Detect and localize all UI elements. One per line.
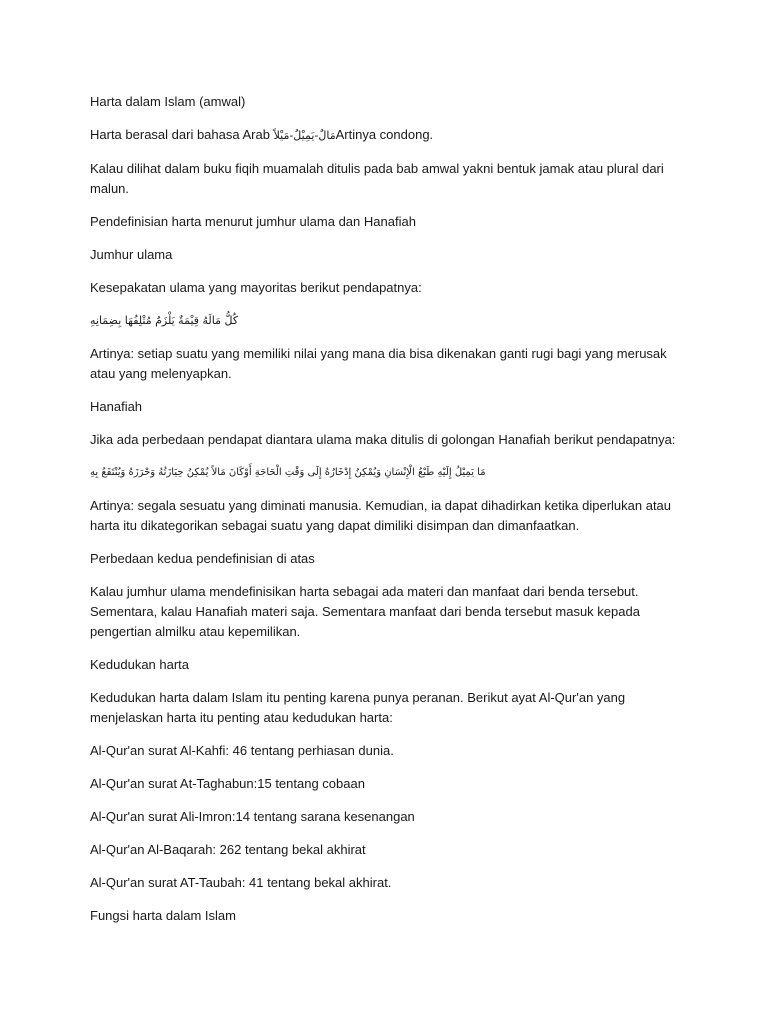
- document-body: [90, 92, 690, 939]
- paragraph-difference: Kalau jumhur ulama mendefinisikan harta sebagai ada materi dan manfaat dari benda tersebut. Sementara, kalau Hanafiah materi saja. Sementara manfaat dari benda tersebut masuk kepada pengertian almilku atau kepemilikan.: [90, 584, 640, 639]
- section-heading-difference: Perbedaan kedua pendefinisian di atas: [90, 551, 315, 566]
- paragraph-hanafiah-meaning: Artinya: segala sesuatu yang diminati manusia. Kemudian, ia dapat dihadirkan ketika diperlukan atau harta itu dikategorikan sebagai suatu yang dapat dimiliki disimpan dan dimanfaatkan.: [90, 498, 672, 533]
- verse-reference-taghabun: Al-Qur'an surat At-Taghabun:15 tentang cobaan: [90, 776, 365, 791]
- paragraph-position: Kedudukan harta dalam Islam itu penting karena punya peranan. Berikut ayat Al-Qur'an yang menjelaskan harta itu penting atau kedudukan harta:: [90, 690, 626, 725]
- paragraph-title: Harta dalam Islam (amwal): [90, 94, 246, 109]
- paragraph-amwal: Kalau dilihat dalam buku fiqih muamalah ditulis pada bab amwal yakni bentuk jamak atau plural dari malun.: [90, 161, 664, 196]
- arabic-jumhur-definition: كُلُّ مَالَهُ قِيْمَةٌ يَلْزَمُ مُتْلِفُهَا بِضِمَانِهِ: [90, 314, 239, 327]
- verse-reference-kahfi: Al-Qur'an surat Al-Kahfi: 46 tentang perhiasan dunia.: [90, 743, 394, 758]
- etymology-text-after: Artinya condong.: [335, 127, 434, 142]
- paragraph-hanafiah-intro: Jika ada perbedaan pendapat diantara ulama maka ditulis di golongan Hanafiah berikut pendapatnya:: [90, 432, 676, 447]
- section-heading-position: Kedudukan harta: [90, 657, 190, 672]
- paragraph-jumhur-intro: Kesepakatan ulama yang mayoritas berikut pendapatnya:: [90, 280, 422, 295]
- arabic-hanafiah-definition: مَا يَمِيْلُ إِلَيْهِ طَبْعُ الْإِنْسَانِ وَيُمْكِنُ إِدْخَارُهُ إِلَى وَقْتِ الْحَاجَةِ أَوْكَانَ مَالاً يُمْكِنُ حِيَازَتُهُ وَحْرَزَهُ وَيُنْتَفَعُ بِهِ: [90, 467, 486, 478]
- verse-reference-imron: Al-Qur'an surat Ali-Imron:14 tentang sarana kesenangan: [90, 809, 415, 824]
- subheading-jumhur: Jumhur ulama: [90, 247, 173, 262]
- etymology-text-before: Harta berasal dari bahasa Arab: [90, 127, 274, 142]
- section-heading-function: Fungsi harta dalam Islam: [90, 908, 236, 923]
- verse-reference-baqarah: Al-Qur'an Al-Baqarah: 262 tentang bekal akhirat: [90, 842, 366, 857]
- section-heading-definitions: Pendefinisian harta menurut jumhur ulama dan Hanafiah: [90, 214, 416, 229]
- subheading-hanafiah: Hanafiah: [90, 399, 143, 414]
- etymology-arabic: مَالٌ-يَمِيْلُ-مَيْلاً: [273, 129, 336, 142]
- verse-reference-taubah: Al-Qur'an surat AT-Taubah: 41 tentang bekal akhirat.: [90, 875, 392, 890]
- paragraph-etymology: [90, 125, 690, 146]
- paragraph-jumhur-meaning: Artinya: setiap suatu yang memiliki nilai yang mana dia bisa dikenakan ganti rugi bagi yang merusak atau yang melenyapkan.: [90, 346, 667, 381]
